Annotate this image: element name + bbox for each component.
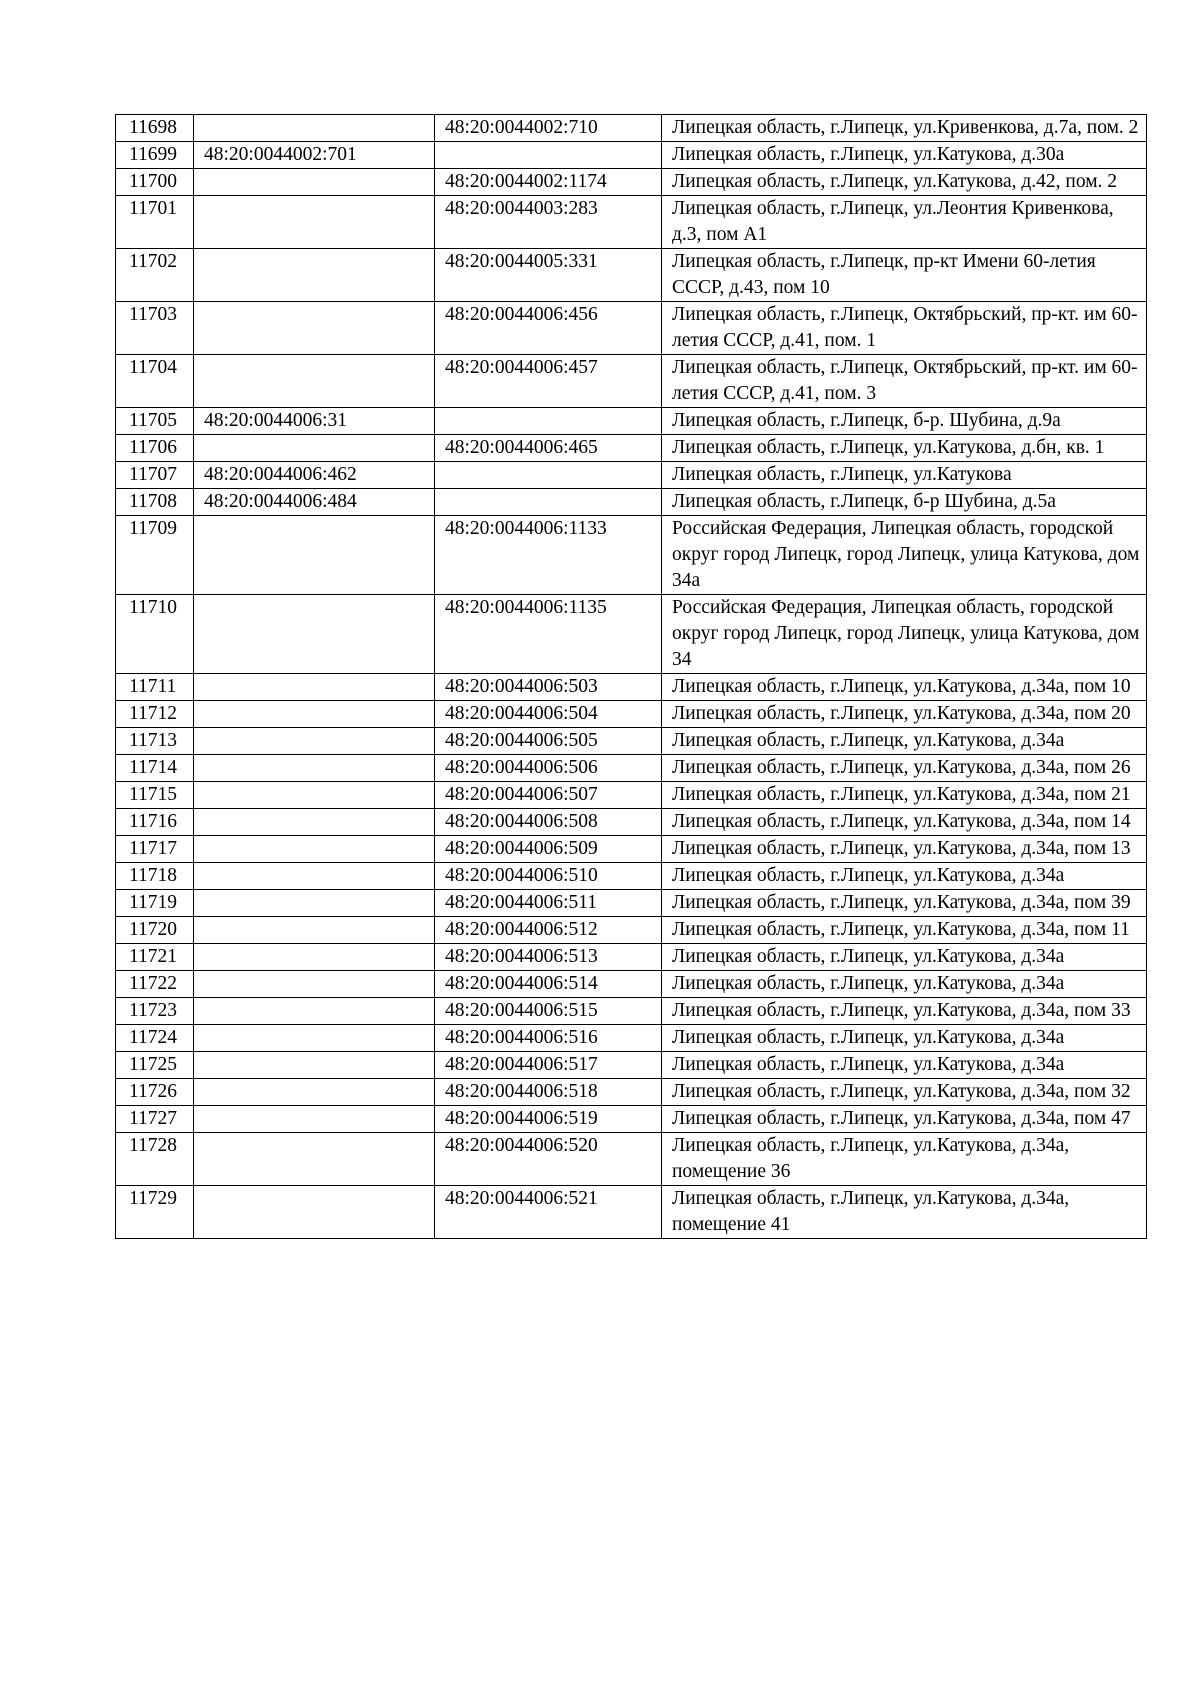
row-number-cell: 11707: [116, 462, 194, 489]
row-number-cell: 11714: [116, 755, 194, 782]
land-cadastral-number-cell: [194, 1133, 435, 1186]
table-row: [116, 701, 1147, 728]
table-row: [116, 249, 1147, 302]
row-number-cell: 11708: [116, 489, 194, 516]
object-cadastral-number-cell: 48:20:0044006:516: [435, 1025, 662, 1052]
row-number-cell: 11706: [116, 435, 194, 462]
object-cadastral-number-cell: 48:20:0044006:517: [435, 1052, 662, 1079]
land-cadastral-number-cell: [194, 890, 435, 917]
address-cell: Липецкая область, г.Липецк, ул.Катукова, д.34а: [662, 728, 1147, 755]
land-cadastral-number-cell: [194, 701, 435, 728]
object-cadastral-number-cell: 48:20:0044006:509: [435, 836, 662, 863]
row-number-cell: 11703: [116, 302, 194, 355]
address-cell: Липецкая область, г.Липецк, ул.Катукова, д.30а: [662, 142, 1147, 169]
land-cadastral-number-cell: [194, 302, 435, 355]
object-cadastral-number-cell: [435, 142, 662, 169]
land-cadastral-number-cell: [194, 674, 435, 701]
row-number-cell: 11699: [116, 142, 194, 169]
row-number-cell: 11712: [116, 701, 194, 728]
object-cadastral-number-cell: 48:20:0044006:507: [435, 782, 662, 809]
address-cell: Липецкая область, г.Липецк, ул.Катукова, д.34а, пом 47: [662, 1106, 1147, 1133]
row-number-cell: 11702: [116, 249, 194, 302]
address-cell: Липецкая область, г.Липецк, пр-кт Имени 60-летия СССР, д.43, пом 10: [662, 249, 1147, 302]
table-row: [116, 917, 1147, 944]
table-row: [116, 836, 1147, 863]
address-cell: Липецкая область, г.Липецк, ул.Кривенкова, д.7а, пом. 2: [662, 115, 1147, 142]
land-cadastral-number-cell: [194, 1025, 435, 1052]
land-cadastral-number-cell: [194, 196, 435, 249]
address-cell: Липецкая область, г.Липецк, ул.Катукова, д.42, пом. 2: [662, 169, 1147, 196]
address-cell: Липецкая область, г.Липецк, Октябрьский, пр-кт. им 60-летия СССР, д.41, пом. 3: [662, 355, 1147, 408]
table-row: [116, 435, 1147, 462]
land-cadastral-number-cell: [194, 755, 435, 782]
land-cadastral-number-cell: [194, 1079, 435, 1106]
land-cadastral-number-cell: [194, 836, 435, 863]
land-cadastral-number-cell: [194, 1186, 435, 1239]
land-cadastral-number-cell: [194, 355, 435, 408]
table-row: [116, 489, 1147, 516]
table-row: [116, 1133, 1147, 1186]
row-number-cell: 11720: [116, 917, 194, 944]
table-row: [116, 998, 1147, 1025]
address-cell: Липецкая область, г.Липецк, ул.Катукова, д.34а, помещение 41: [662, 1186, 1147, 1239]
table-row: [116, 595, 1147, 674]
row-number-cell: 11705: [116, 408, 194, 435]
object-cadastral-number-cell: 48:20:0044006:505: [435, 728, 662, 755]
address-cell: Липецкая область, г.Липецк, ул.Катукова, д.34а: [662, 971, 1147, 998]
address-cell: Липецкая область, г.Липецк, ул.Катукова, д.34а, пом 21: [662, 782, 1147, 809]
address-cell: Липецкая область, г.Липецк, ул.Катукова, д.34а: [662, 1025, 1147, 1052]
address-cell: Российская Федерация, Липецкая область, городской округ город Липецк, город Липецк, улица Катукова, дом 34: [662, 595, 1147, 674]
row-number-cell: 11724: [116, 1025, 194, 1052]
row-number-cell: 11709: [116, 516, 194, 595]
table-row: [116, 462, 1147, 489]
land-cadastral-number-cell: [194, 516, 435, 595]
object-cadastral-number-cell: 48:20:0044006:457: [435, 355, 662, 408]
table-row: [116, 944, 1147, 971]
land-cadastral-number-cell: [194, 249, 435, 302]
table-row: [116, 1186, 1147, 1239]
land-cadastral-number-cell: [194, 998, 435, 1025]
object-cadastral-number-cell: 48:20:0044006:456: [435, 302, 662, 355]
row-number-cell: 11710: [116, 595, 194, 674]
land-cadastral-number-cell: [194, 1052, 435, 1079]
object-cadastral-number-cell: 48:20:0044006:513: [435, 944, 662, 971]
land-cadastral-number-cell: 48:20:0044006:31: [194, 408, 435, 435]
object-cadastral-number-cell: [435, 462, 662, 489]
land-cadastral-number-cell: [194, 728, 435, 755]
object-cadastral-number-cell: 48:20:0044002:1174: [435, 169, 662, 196]
row-number-cell: 11718: [116, 863, 194, 890]
land-cadastral-number-cell: [194, 595, 435, 674]
object-cadastral-number-cell: [435, 489, 662, 516]
address-cell: Липецкая область, г.Липецк, ул.Катукова, д.34а, пом 33: [662, 998, 1147, 1025]
object-cadastral-number-cell: 48:20:0044006:1135: [435, 595, 662, 674]
address-cell: Липецкая область, г.Липецк, ул.Катукова: [662, 462, 1147, 489]
land-cadastral-number-cell: [194, 944, 435, 971]
land-cadastral-number-cell: [194, 435, 435, 462]
object-cadastral-number-cell: 48:20:0044003:283: [435, 196, 662, 249]
row-number-cell: 11700: [116, 169, 194, 196]
row-number-cell: 11723: [116, 998, 194, 1025]
object-cadastral-number-cell: 48:20:0044005:331: [435, 249, 662, 302]
table-row: [116, 169, 1147, 196]
address-cell: Липецкая область, г.Липецк, ул.Катукова, д.бн, кв. 1: [662, 435, 1147, 462]
row-number-cell: 11722: [116, 971, 194, 998]
object-cadastral-number-cell: 48:20:0044006:504: [435, 701, 662, 728]
table-row: [116, 890, 1147, 917]
row-number-cell: 11713: [116, 728, 194, 755]
object-cadastral-number-cell: 48:20:0044006:511: [435, 890, 662, 917]
row-number-cell: 11717: [116, 836, 194, 863]
object-cadastral-number-cell: 48:20:0044006:521: [435, 1186, 662, 1239]
row-number-cell: 11698: [116, 115, 194, 142]
address-cell: Липецкая область, г.Липецк, ул.Катукова, д.34а, пом 26: [662, 755, 1147, 782]
address-cell: Липецкая область, г.Липецк, ул.Катукова, д.34а, пом 11: [662, 917, 1147, 944]
row-number-cell: 11725: [116, 1052, 194, 1079]
object-cadastral-number-cell: 48:20:0044006:508: [435, 809, 662, 836]
land-cadastral-number-cell: [194, 917, 435, 944]
table-row: [116, 782, 1147, 809]
table-row: [116, 809, 1147, 836]
table-row: [116, 1025, 1147, 1052]
table-row: [116, 971, 1147, 998]
object-cadastral-number-cell: 48:20:0044006:510: [435, 863, 662, 890]
land-cadastral-number-cell: [194, 115, 435, 142]
object-cadastral-number-cell: 48:20:0044006:503: [435, 674, 662, 701]
table-row: [116, 115, 1147, 142]
object-cadastral-number-cell: 48:20:0044006:465: [435, 435, 662, 462]
address-cell: Липецкая область, г.Липецк, ул.Катукова, д.34а, пом 20: [662, 701, 1147, 728]
row-number-cell: 11701: [116, 196, 194, 249]
address-cell: Липецкая область, г.Липецк, ул.Катукова, д.34а, пом 32: [662, 1079, 1147, 1106]
address-cell: Липецкая область, г.Липецк, ул.Катукова, д.34а, пом 13: [662, 836, 1147, 863]
address-cell: Липецкая область, г.Липецк, ул.Катукова, д.34а: [662, 863, 1147, 890]
table-row: [116, 755, 1147, 782]
table-row: [116, 1106, 1147, 1133]
row-number-cell: 11728: [116, 1133, 194, 1186]
land-cadastral-number-cell: [194, 809, 435, 836]
object-cadastral-number-cell: 48:20:0044006:1133: [435, 516, 662, 595]
address-cell: Липецкая область, г.Липецк, ул.Катукова, д.34а: [662, 1052, 1147, 1079]
land-cadastral-number-cell: [194, 782, 435, 809]
row-number-cell: 11719: [116, 890, 194, 917]
row-number-cell: 11729: [116, 1186, 194, 1239]
address-cell: Липецкая область, г.Липецк, ул.Леонтия Кривенкова, д.3, пом А1: [662, 196, 1147, 249]
land-cadastral-number-cell: [194, 971, 435, 998]
object-cadastral-number-cell: 48:20:0044006:518: [435, 1079, 662, 1106]
row-number-cell: 11726: [116, 1079, 194, 1106]
address-cell: Липецкая область, г.Липецк, б-р Шубина, д.5а: [662, 489, 1147, 516]
object-cadastral-number-cell: 48:20:0044006:519: [435, 1106, 662, 1133]
object-cadastral-number-cell: 48:20:0044006:514: [435, 971, 662, 998]
object-cadastral-number-cell: 48:20:0044006:520: [435, 1133, 662, 1186]
table-row: [116, 196, 1147, 249]
object-cadastral-number-cell: 48:20:0044006:512: [435, 917, 662, 944]
table-row: [116, 355, 1147, 408]
land-cadastral-number-cell: 48:20:0044006:462: [194, 462, 435, 489]
row-number-cell: 11704: [116, 355, 194, 408]
address-cell: Липецкая область, г.Липецк, ул.Катукова, д.34а, помещение 36: [662, 1133, 1147, 1186]
row-number-cell: 11711: [116, 674, 194, 701]
row-number-cell: 11727: [116, 1106, 194, 1133]
object-cadastral-number-cell: 48:20:0044002:710: [435, 115, 662, 142]
address-cell: Липецкая область, г.Липецк, ул.Катукова, д.34а: [662, 944, 1147, 971]
address-cell: Липецкая область, г.Липецк, б-р. Шубина, д.9а: [662, 408, 1147, 435]
table-row: [116, 674, 1147, 701]
object-cadastral-number-cell: 48:20:0044006:506: [435, 755, 662, 782]
table-row: [116, 142, 1147, 169]
land-cadastral-number-cell: 48:20:0044002:701: [194, 142, 435, 169]
address-cell: Российская Федерация, Липецкая область, городской округ город Липецк, город Липецк, улица Катукова, дом 34а: [662, 516, 1147, 595]
table-row: [116, 1052, 1147, 1079]
address-cell: Липецкая область, г.Липецк, ул.Катукова, д.34а, пом 10: [662, 674, 1147, 701]
table-row: [116, 1079, 1147, 1106]
land-cadastral-number-cell: [194, 169, 435, 196]
table-row: [116, 302, 1147, 355]
land-cadastral-number-cell: [194, 1106, 435, 1133]
row-number-cell: 11716: [116, 809, 194, 836]
row-number-cell: 11715: [116, 782, 194, 809]
registry-table-body: [116, 115, 1147, 1239]
table-row: [116, 516, 1147, 595]
row-number-cell: 11721: [116, 944, 194, 971]
table-row: [116, 728, 1147, 755]
address-cell: Липецкая область, г.Липецк, Октябрьский, пр-кт. им 60-летия СССР, д.41, пом. 1: [662, 302, 1147, 355]
land-cadastral-number-cell: [194, 863, 435, 890]
address-cell: Липецкая область, г.Липецк, ул.Катукова, д.34а, пом 14: [662, 809, 1147, 836]
table-row: [116, 408, 1147, 435]
object-cadastral-number-cell: [435, 408, 662, 435]
registry-table: [115, 114, 1147, 1239]
table-row: [116, 863, 1147, 890]
object-cadastral-number-cell: 48:20:0044006:515: [435, 998, 662, 1025]
land-cadastral-number-cell: 48:20:0044006:484: [194, 489, 435, 516]
address-cell: Липецкая область, г.Липецк, ул.Катукова, д.34а, пом 39: [662, 890, 1147, 917]
